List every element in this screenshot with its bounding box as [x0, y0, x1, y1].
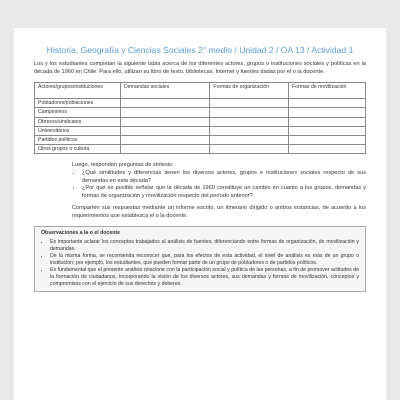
table-row	[35, 99, 366, 108]
row-label: Campesinos	[35, 108, 121, 117]
table-row	[35, 117, 366, 126]
table-header-cell: Actores/grupos/instituciones	[35, 83, 121, 99]
teacher-observations-box	[34, 226, 366, 292]
questions-section	[34, 162, 366, 200]
share-paragraph: Comparten sus respuestas mediante un informe escrito, un itinerario dirigido o ambos instancias, de acuerdo a los requerimientos que establezca el o la docente.	[72, 205, 366, 219]
table-cell	[288, 117, 365, 126]
document-page	[14, 28, 386, 400]
table-cell	[288, 99, 365, 108]
table-header-cell: Formas de movilización	[288, 83, 365, 99]
table-cell	[288, 108, 365, 117]
table-cell	[210, 99, 289, 108]
table-cell	[121, 117, 210, 126]
page-title: Historia, Geografía y Ciencias Sociales 2° medio / Unidad 2 / OA 13 / Actividad 1	[46, 45, 354, 55]
table-row	[35, 126, 366, 135]
table-cell	[288, 145, 365, 154]
questions-list	[72, 170, 366, 200]
table-header-cell: Demandas sociales	[121, 83, 210, 99]
observation-item: • Es fundamental que el presente análisis relacione con la participación social y política de las personas, a fin de promover actitudes de la formación de ciudadanos, incorporando la visión de los diversos actores, sus demandas y formas de movilización, conceptos y compromisos con el ejercicio de sus derechos y deberes.	[50, 267, 359, 288]
table-cell	[121, 99, 210, 108]
table-cell	[210, 126, 289, 135]
table-cell	[121, 126, 210, 135]
observations-list	[41, 239, 359, 289]
questions-intro: Luego, responden preguntas de síntesis:	[72, 162, 174, 169]
table-row	[35, 108, 366, 117]
table-row	[35, 135, 366, 144]
table-cell	[121, 145, 210, 154]
question-item: • ¿Qué similitudes y diferencias tienen los diversos actores, grupos e instituciones sociales respecto de sus demandas en esta década?	[82, 170, 366, 185]
observations-title: Observaciones a la o el docente	[41, 230, 120, 237]
table-cell	[210, 145, 289, 154]
row-label: Otros grupos o cultura	[35, 145, 121, 154]
row-label: Pobladores/poblaciones	[35, 99, 121, 108]
row-label: Obreros/sindicatos	[35, 117, 121, 126]
table-row	[35, 145, 366, 154]
table-cell	[210, 135, 289, 144]
table-cell	[210, 108, 289, 117]
observation-item: • Es importante aclarar los conceptos trabajados al análisis de fuentes, diferenciando entre formas de organización, de movilización y demandas.	[50, 239, 359, 253]
table-cell	[210, 117, 289, 126]
actors-table	[34, 82, 366, 154]
table-cell	[121, 108, 210, 117]
table-cell	[121, 135, 210, 144]
table-cell	[288, 135, 365, 144]
table-header-cell: Formas de organización	[210, 83, 289, 99]
table-header-row	[35, 83, 366, 99]
row-label: Partidos políticos	[35, 135, 121, 144]
table-cell	[288, 126, 365, 135]
intro-paragraph: Los y los estudiantes completan la siguiente tabla acerca de los diferentes actores, grupos o instituciones sociales y políticas en la década de 1960 en Chile. Para ello, utilizan su libro de texto, bibliotecas, Internet y fuentes dadas por el o la docente.	[34, 61, 366, 75]
row-label: Universitarios	[35, 126, 121, 135]
question-item: • ¿Por qué es posible señalar que la década de 1960 constituye un cambio en cuanto a los grupos, demandas y formas de organización y movilización respecto del período anterior?	[82, 185, 366, 200]
observation-item: • De la misma forma, se recomienda reconocer que, para los efectos de esta actividad, el nivel de análisis es más de un grupo o institución; por ejemplo, los estudiantes, que pueden formar parte de un grupo de pobladores o de partidos políticos.	[50, 253, 359, 267]
